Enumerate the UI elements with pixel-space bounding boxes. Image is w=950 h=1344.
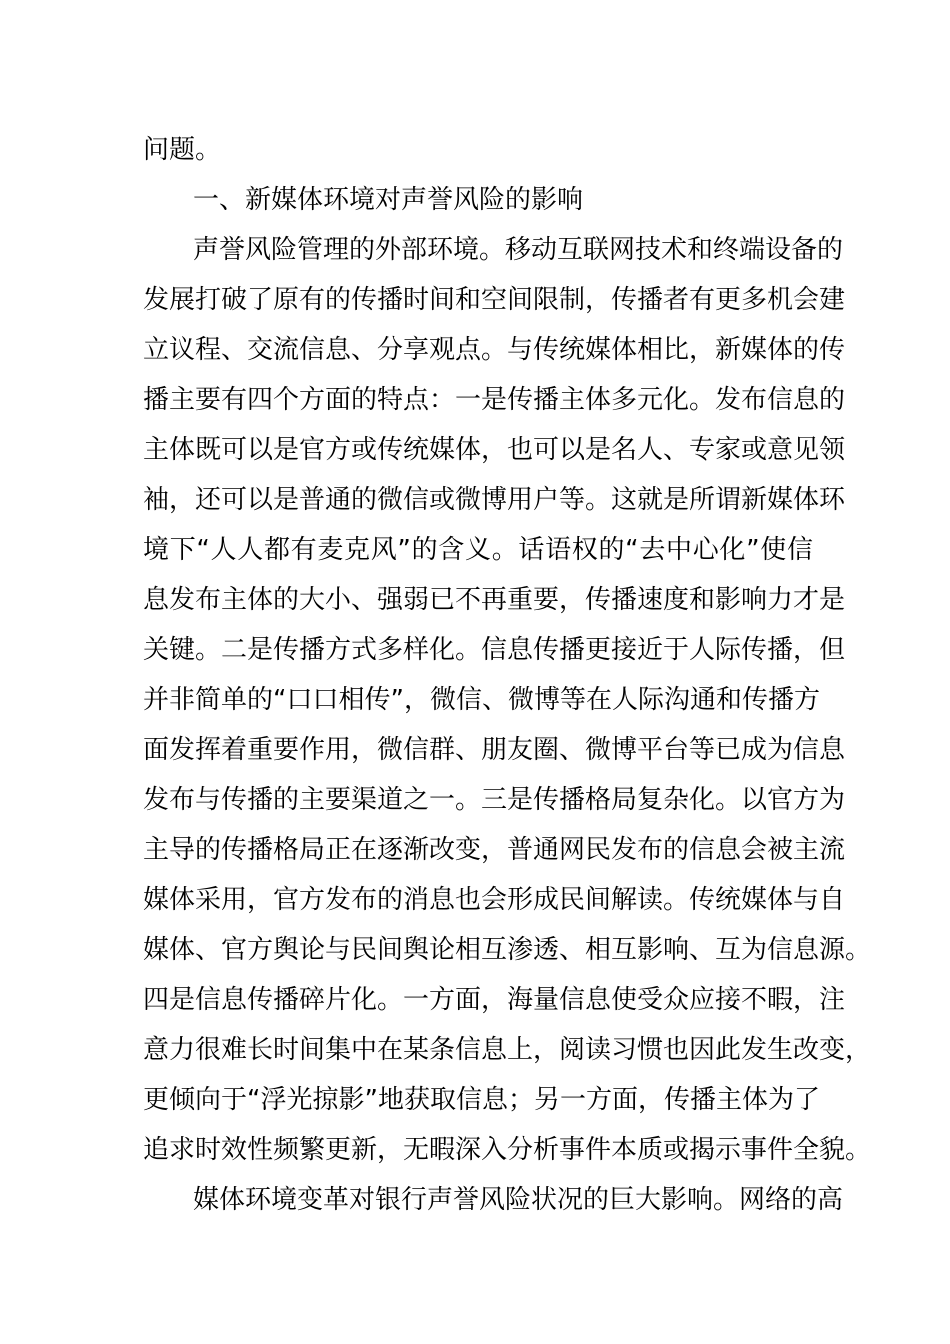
section-heading: 一、新媒体环境对声誉风险的影响 <box>193 185 584 215</box>
text-line-6: 播主要有四个方面的特点：一是传播主体多元化。发布信息的 <box>143 385 846 415</box>
text-line-14: 发布与传播的主要渠道之一。三是传播格局复杂化。以官方为 <box>143 785 846 815</box>
text-line-20: 更倾向于“浮光掠影”地获取信息；另一方面，传播主体为了 <box>143 1085 820 1115</box>
text-line-4: 发展打破了原有的传播时间和空间限制，传播者有更多机会建 <box>143 285 846 315</box>
text-line-19: 意力很难长时间集中在某条信息上，阅读习惯也因此发生改变， <box>143 1035 872 1065</box>
text-line-13: 面发挥着重要作用，微信群、朋友圈、微博平台等已成为信息 <box>143 735 846 765</box>
text-line-3: 声誉风险管理的外部环境。移动互联网技术和终端设备的 <box>193 235 844 265</box>
text-line-22: 媒体环境变革对银行声誉风险状况的巨大影响。网络的高 <box>193 1185 844 1215</box>
text-line-9: 境下“人人都有麦克风”的含义。话语权的“去中心化”使信 <box>143 535 813 565</box>
text-line-7: 主体既可以是官方或传统媒体，也可以是名人、专家或意见领 <box>143 435 846 465</box>
text-line-10: 息发布主体的大小、强弱已不再重要，传播速度和影响力才是 <box>143 585 846 615</box>
text-line-18: 四是信息传播碎片化。一方面，海量信息使受众应接不暇，注 <box>143 985 846 1015</box>
text-line-11: 关键。二是传播方式多样化。信息传播更接近于人际传播，但 <box>143 635 846 665</box>
text-line-17: 媒体、官方舆论与民间舆论相互渗透、相互影响、互为信息源。 <box>143 935 872 965</box>
text-line-12: 并非简单的“口口相传”，微信、微博等在人际沟通和传播方 <box>143 685 820 715</box>
text-line-16: 媒体采用，官方发布的消息也会形成民间解读。传统媒体与自 <box>143 885 846 915</box>
text-line-8: 袖，还可以是普通的微信或微博用户等。这就是所谓新媒体环 <box>143 485 846 515</box>
text-line-5: 立议程、交流信息、分享观点。与传统媒体相比，新媒体的传 <box>143 335 846 365</box>
text-line-15: 主导的传播格局正在逐渐改变，普通网民发布的信息会被主流 <box>143 835 846 865</box>
text-line-1: 问题。 <box>143 135 222 165</box>
text-line-21: 追求时效性频繁更新，无暇深入分析事件本质或揭示事件全貌。 <box>143 1135 872 1165</box>
